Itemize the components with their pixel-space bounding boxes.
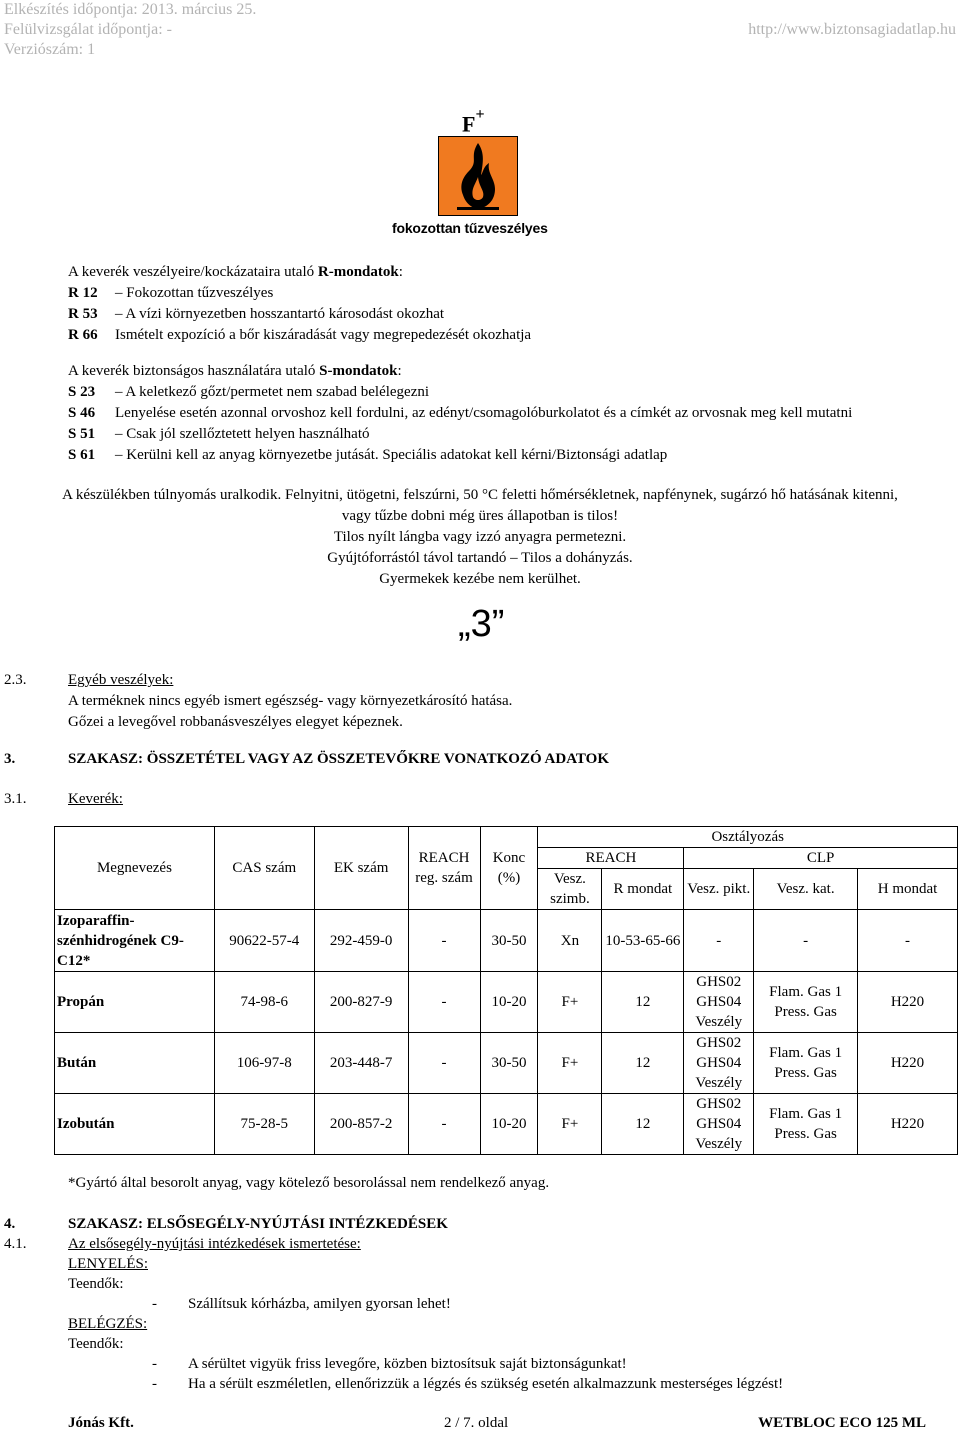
subsection-title: Az elsősegély-nyújtási intézkedések ismertetése: bbox=[68, 1236, 361, 1252]
list-item: - A sérültet vigyük friss levegőre, közben biztosítsuk saját biztonságunkat! bbox=[152, 1356, 627, 1372]
section-text: A terméknek nincs egyéb ismert egészség- vagy környezetkárosító hatása. bbox=[68, 693, 513, 709]
subsection-title: Keverék: bbox=[68, 791, 123, 807]
subsection-number: 4.1. bbox=[4, 1236, 27, 1252]
version-number: Verziószám: 1 bbox=[4, 41, 96, 58]
r-phrases-intro: A keverék veszélyeire/kockázataira utaló R-mondatok: bbox=[68, 264, 403, 280]
footnote: *Gyártó által besorolt anyag, vagy kötelező besorolással nem rendelkező anyag. bbox=[68, 1175, 550, 1191]
header-reach: REACH reg. szám bbox=[408, 827, 480, 910]
header-osztalyozas: Osztályozás bbox=[538, 827, 958, 848]
warning-line: Gyújtóforrástól távol tartandó – Tilos a dohányzás. bbox=[327, 550, 633, 566]
table-row: Bután 106-97-8 203-448-7 - 30-50 F+ 12 GHS02 GHS04 Veszély Flam. Gas 1 Press. Gas H220 bbox=[55, 1033, 958, 1094]
pictogram-label: fokozottan tűzveszélyes bbox=[392, 220, 548, 236]
composition-table bbox=[54, 826, 958, 1155]
r-phrase: R 53 – A vízi környezetben hosszantartó károsodást okozhat bbox=[68, 306, 445, 322]
section-text: Gőzei a levegővel robbanásveszélyes elegyet képeznek. bbox=[68, 714, 403, 730]
header-clp-group: CLP bbox=[684, 848, 958, 869]
header-reach-group: REACH bbox=[538, 848, 684, 869]
warning-line: A készülékben túlnyomás uralkodik. Felnyitni, ütögetni, felszúrni, 50 °C feletti hőmérsékletnek, napfénynek, sugárzó hő hatásának kitenni, bbox=[62, 487, 898, 503]
s-phrases-intro: A keverék biztonságos használatára utaló S-mondatok: bbox=[68, 363, 402, 379]
section-number: 2.3. bbox=[4, 672, 27, 688]
header-vesz-pikt: Vesz. pikt. bbox=[684, 869, 754, 910]
s-phrase: S 61 – Kerülni kell az anyag környezetbe jutását. Speciális adatokat kell kérni/Biztonsági adatlap bbox=[68, 447, 668, 463]
footer-product: WETBLOC ECO 125 ML bbox=[758, 1415, 926, 1431]
table-row: Izobután 75-28-5 200-857-2 - 10-20 F+ 12 GHS02 GHS04 Veszély Flam. Gas 1 Press. Gas H220 bbox=[55, 1094, 958, 1155]
r-phrase: R 66 Ismételt expozíció a bőr kiszáradását vagy megrepedezését okozhatja bbox=[68, 327, 532, 343]
footer-page: 2 / 7. oldal bbox=[444, 1415, 509, 1431]
section-title: Egyéb veszélyek: bbox=[68, 672, 174, 688]
section-number: 3. bbox=[4, 751, 16, 767]
r-phrase: R 12 – Fokozottan tűzveszélyes bbox=[68, 285, 274, 301]
section-number: 4. bbox=[4, 1216, 16, 1232]
table-row: Propán 74-98-6 200-827-9 - 10-20 F+ 12 GHS02 GHS04 Veszély Flam. Gas 1 Press. Gas H220 bbox=[55, 972, 958, 1033]
header-vesz-szimb: Vesz. szimb. bbox=[538, 869, 602, 910]
lenyeles-heading: LENYELÉS: bbox=[68, 1256, 148, 1272]
table-row: Izoparaffin-szénhidrogének C9-C12* 90622-57-4 292-459-0 - 30-50 Xn 10-53-65-66 - - - bbox=[55, 910, 958, 972]
header-konc: Konc (%) bbox=[480, 827, 538, 910]
quote-mark: „3” bbox=[458, 603, 505, 645]
revision-date: Felülvizsgálat időpontja: - bbox=[4, 21, 172, 38]
header-r-mondat: R mondat bbox=[602, 869, 684, 910]
s-phrase: S 23 – A keletkező gőzt/permetet nem szabad belélegezni bbox=[68, 384, 430, 400]
list-item: - Ha a sérült eszméletlen, ellenőrizzük a légzés és szükség esetén alkalmazzunk mesterséges légzést! bbox=[152, 1376, 784, 1392]
website-link[interactable]: http://www.biztonsagiadatlap.hu bbox=[748, 21, 956, 38]
warning-line: vagy tűzbe dobni még üres állapotban is tilos! bbox=[341, 508, 619, 524]
header-name: Megnevezés bbox=[55, 827, 215, 910]
header-cas: CAS szám bbox=[214, 827, 314, 910]
teendok-label: Teendők: bbox=[68, 1276, 124, 1292]
subsection-number: 3.1. bbox=[4, 791, 27, 807]
list-item: - Szállítsuk kórházba, amilyen gyorsan lehet! bbox=[152, 1296, 451, 1312]
footer-company: Jónás Kft. bbox=[68, 1415, 134, 1431]
s-phrase: S 46 Lenyelése esetén azonnal orvoshoz kell fordulni, az edényt/csomagolóburkolatot és a címkét az orvosnak meg kell mutatni bbox=[68, 405, 853, 421]
section-title: SZAKASZ: ELSŐSEGÉLY-NYÚJTÁSI INTÉZKEDÉSEK bbox=[68, 1216, 448, 1232]
pictogram-code: F+ bbox=[462, 106, 485, 137]
belegzes-heading: BELÉGZÉS: bbox=[68, 1316, 148, 1332]
header-ek: EK szám bbox=[314, 827, 408, 910]
warning-line: Gyermekek kezébe nem kerülhet. bbox=[379, 571, 581, 587]
header-h-mondat: H mondat bbox=[858, 869, 958, 910]
created-date: Elkészítés időpontja: 2013. március 25. bbox=[4, 1, 257, 18]
header-vesz-kat: Vesz. kat. bbox=[754, 869, 858, 910]
section-title: SZAKASZ: ÖSSZETÉTEL VAGY AZ ÖSSZETEVŐKRE VONATKOZÓ ADATOK bbox=[68, 751, 609, 767]
teendok-label: Teendők: bbox=[68, 1336, 124, 1352]
warning-line: Tilos nyílt lángba vagy izzó anyagra permetezni. bbox=[333, 529, 627, 545]
flame-icon bbox=[438, 136, 518, 216]
s-phrase: S 51 – Csak jól szellőztetett helyen használható bbox=[68, 426, 370, 442]
